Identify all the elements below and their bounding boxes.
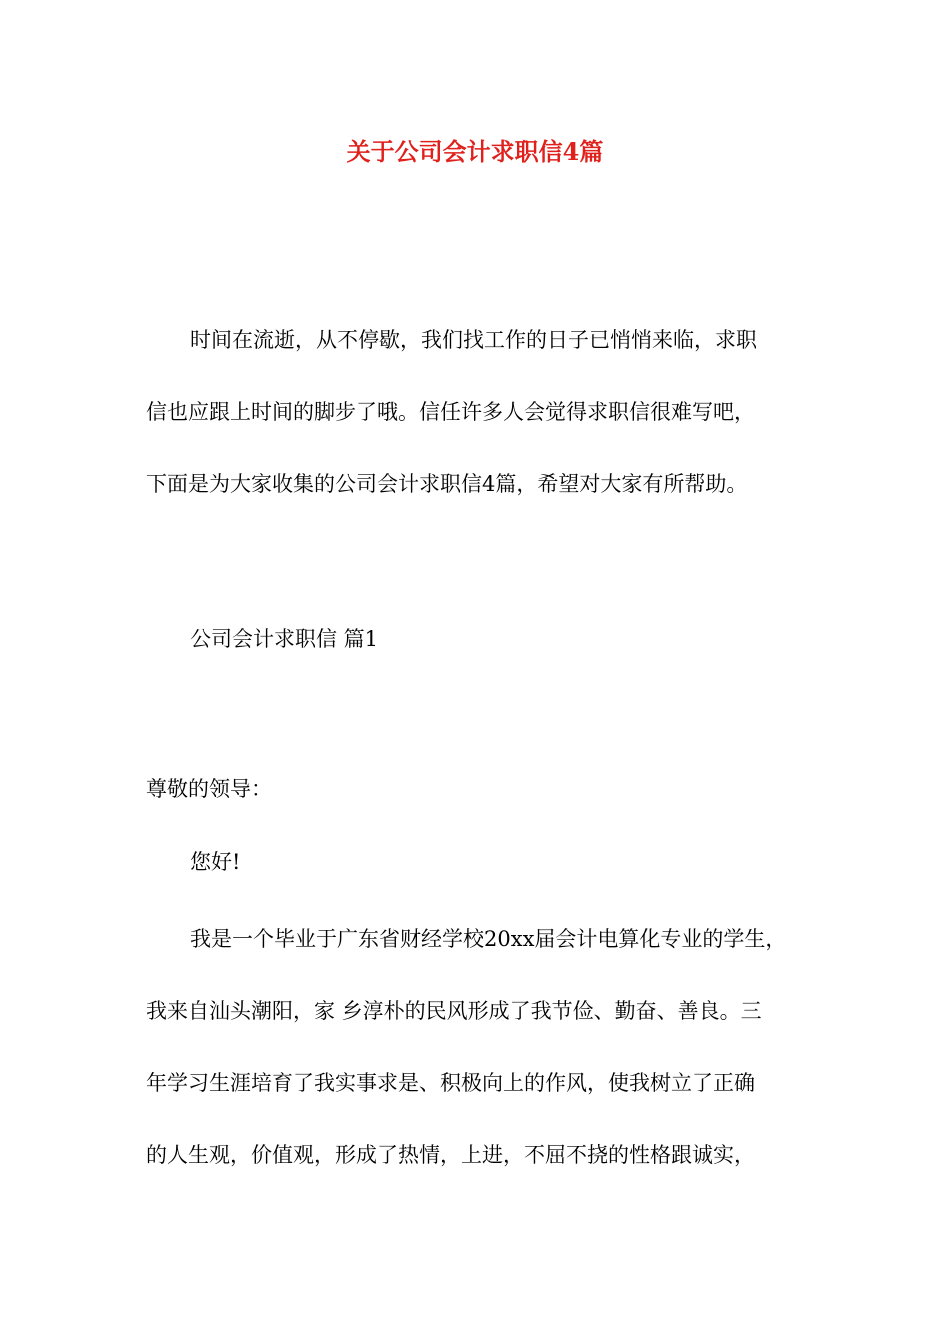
intro-line: 信也应跟上时间的脚步了哦。信任许多人会觉得求职信很难写吧， xyxy=(146,400,755,424)
salutation: 尊敬的领导： xyxy=(146,777,272,801)
body-line: 的人生观，价值观，形成了热情，上进，不屈不挠的性格跟诚实， xyxy=(146,1143,755,1167)
intro-line: 时间在流逝，从不停歇，我们找工作的日子已悄悄来临，求职 xyxy=(190,328,757,352)
document-title: 关于公司会计求职信4篇 xyxy=(346,137,604,166)
greeting: 您好! xyxy=(190,850,241,874)
body-line: 年学习生涯培育了我实事求是、积极向上的作风，使我树立了正确 xyxy=(146,1071,755,1095)
letter-body-paragraph xyxy=(146,903,826,1191)
intro-paragraph xyxy=(146,304,826,520)
section-heading-block xyxy=(146,603,826,675)
body-line: 我来自汕头潮阳，家 乡淳朴的民风形成了我节俭、勤奋、善良。三 xyxy=(146,999,762,1023)
section-heading: 公司会计求职信 篇1 xyxy=(190,627,379,651)
body-line: 我是一个毕业于广东省财经学校20xx届会计电算化专业的学生， xyxy=(190,927,787,951)
greeting-block xyxy=(146,826,826,898)
salutation-block xyxy=(146,753,826,825)
intro-line: 下面是为大家收集的公司会计求职信4篇，希望对大家有所帮助。 xyxy=(146,472,748,496)
